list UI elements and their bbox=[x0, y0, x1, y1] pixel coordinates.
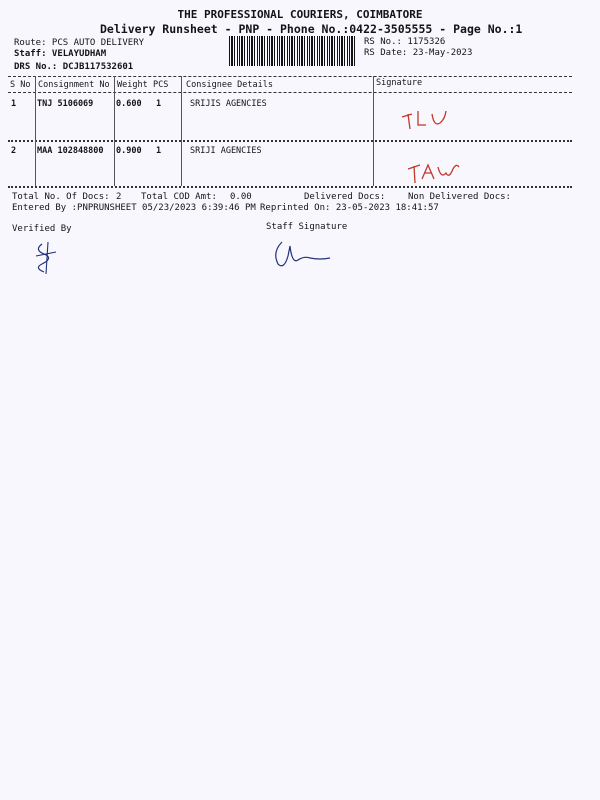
header-signature: Signature bbox=[376, 78, 423, 88]
staff-signature-image bbox=[268, 238, 338, 272]
row-2-signature-image bbox=[406, 157, 476, 187]
rs-date: RS Date: 23-May-2023 bbox=[364, 48, 473, 58]
header-weight: Weight bbox=[117, 80, 148, 90]
row-1-weight: 0.600 bbox=[116, 99, 142, 109]
column-line bbox=[373, 76, 374, 186]
row-1-consignment: TNJ 5106069 bbox=[37, 99, 94, 109]
column-line bbox=[181, 76, 182, 186]
rs-number: RS No.: 1175326 bbox=[364, 37, 446, 47]
cod-label: Total COD Amt: bbox=[141, 192, 217, 202]
route-text: Route: PCS AUTO DELIVERY bbox=[14, 38, 145, 48]
table-bottom-rule bbox=[8, 186, 572, 188]
row-1-signature-image bbox=[398, 105, 468, 135]
entered-by: Entered By :PNPRUNSHEET 05/23/2023 6:39:46 PM bbox=[12, 203, 256, 213]
row-1-consignee: SRIJIS AGENCIES bbox=[190, 99, 267, 109]
staff-text: Staff: VELAYUDHAM bbox=[14, 49, 107, 59]
row-2-sno: 2 bbox=[11, 146, 17, 156]
row-1-sno: 1 bbox=[11, 99, 17, 109]
header-pcs: PCS bbox=[153, 80, 169, 90]
column-line bbox=[35, 76, 36, 186]
row-divider bbox=[8, 140, 572, 142]
header-sno: S No bbox=[10, 80, 31, 90]
delivered-docs-label: Delivered Docs: bbox=[304, 192, 386, 202]
drs-number: DRS No.: DCJB117532601 bbox=[14, 62, 134, 72]
table-top-rule bbox=[8, 76, 572, 77]
verified-by-label: Verified By bbox=[12, 224, 72, 234]
barcode-image bbox=[229, 36, 355, 66]
company-title: THE PROFESSIONAL COURIERS, COIMBATORE bbox=[177, 8, 423, 21]
verifier-signature-image bbox=[30, 240, 70, 275]
cod-value: 0.00 bbox=[230, 192, 252, 202]
total-docs-label: Total No. Of Docs: bbox=[12, 192, 110, 202]
row-2-weight: 0.900 bbox=[116, 146, 142, 156]
staff-signature-label: Staff Signature bbox=[266, 222, 348, 232]
reprinted-on: Reprinted On: 23-05-2023 18:41:57 bbox=[260, 203, 439, 213]
row-1-pcs: 1 bbox=[156, 99, 162, 109]
row-2-consignment: MAA 102848800 bbox=[37, 146, 104, 156]
non-delivered-docs-label: Non Delivered Docs: bbox=[408, 192, 511, 202]
total-docs-value: 2 bbox=[116, 192, 122, 202]
header-consignee: Consignee Details bbox=[186, 80, 273, 90]
column-line bbox=[114, 76, 115, 186]
row-2-consignee: SRIJI AGENCIES bbox=[190, 146, 262, 156]
header-consignment: Consignment No bbox=[38, 80, 110, 90]
runsheet-title: Delivery Runsheet - PNP - Phone No.:0422-3505555 - Page No.:1 bbox=[100, 22, 523, 36]
header-bottom-rule bbox=[8, 92, 572, 93]
row-2-pcs: 1 bbox=[156, 146, 162, 156]
